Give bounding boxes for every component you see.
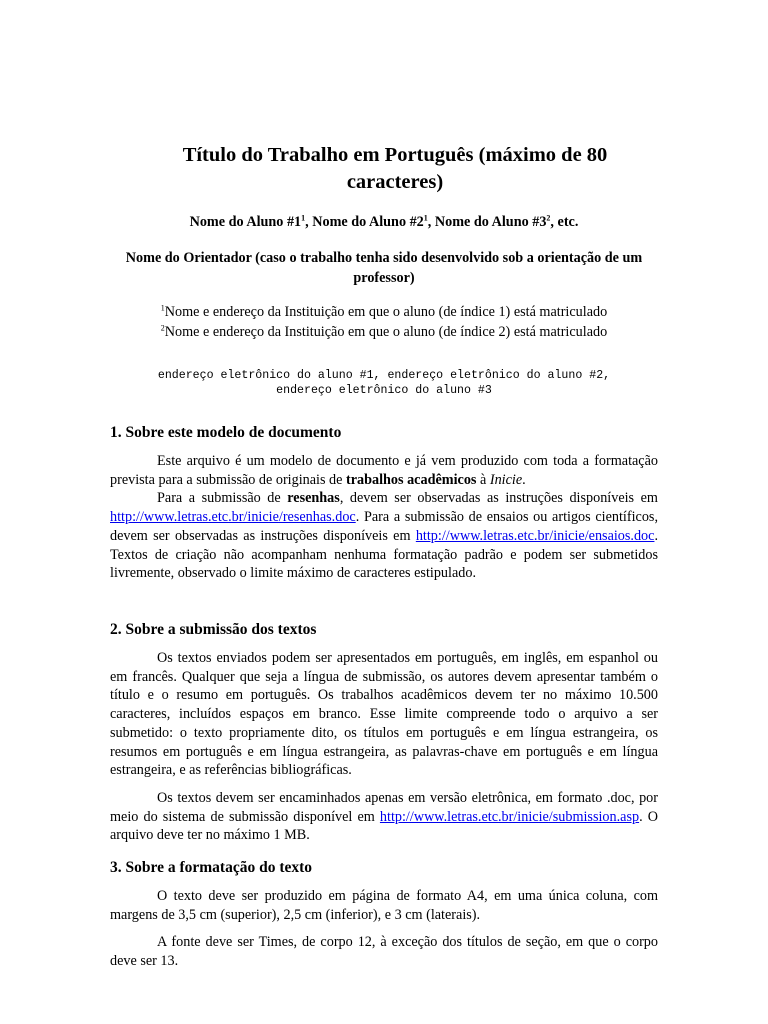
author-list bbox=[110, 212, 658, 232]
text-run: à bbox=[476, 471, 490, 488]
bold-term: resenhas bbox=[287, 490, 340, 507]
section-1 bbox=[110, 423, 658, 583]
author-2-index: 1 bbox=[423, 213, 428, 223]
text-run: Para a submissão de bbox=[157, 490, 288, 507]
section-3-paragraph-2: A fonte deve ser Times, de corpo 12, à exceção dos títulos de seção, em que o corpo deve ser 13. bbox=[110, 934, 658, 970]
journal-name: Inicie bbox=[489, 471, 523, 488]
author-1: Nome do Aluno #1 bbox=[189, 214, 302, 230]
text-run: , devem ser observadas as instruções disponíveis em bbox=[339, 490, 658, 507]
author-3: , Nome do Aluno #3 bbox=[427, 214, 547, 230]
affiliation-1 bbox=[110, 302, 658, 322]
reviews-link[interactable]: http://www.letras.etc.br/inicie/resenhas.doc bbox=[110, 509, 356, 526]
text-run: . Textos de criação não acompanham nenhuma formatação padrão e podem ser submetidos livremente, observado o limite máximo de caracteres estipulado. bbox=[110, 527, 658, 582]
section-1-paragraph-2 bbox=[110, 489, 658, 583]
section-2-heading: 2. Sobre a submissão dos textos bbox=[110, 621, 317, 638]
section-2-paragraph-2 bbox=[110, 789, 658, 845]
author-1-index: 1 bbox=[301, 213, 306, 223]
section-2 bbox=[110, 620, 658, 845]
author-tail: , etc. bbox=[550, 214, 579, 230]
author-3-index: 2 bbox=[546, 213, 551, 223]
advisor-line: Nome do Orientador (caso o trabalho tenha sido desenvolvido sob a orientação de um professor) bbox=[125, 250, 643, 286]
text-run: Os textos devem ser encaminhados apenas em versão eletrônica, em formato .doc, por meio do sistema de submissão disponível em bbox=[110, 789, 658, 825]
submission-link[interactable]: http://www.letras.etc.br/inicie/submission.asp bbox=[379, 808, 640, 825]
text-run: Este arquivo é um modelo de documento e já vem produzido com toda a formatação prevista para a submissão de originais de bbox=[110, 453, 658, 488]
affiliation-2-index: 2 bbox=[160, 323, 165, 333]
essays-link[interactable]: http://www.letras.etc.br/inicie/ensaios.doc bbox=[415, 527, 655, 544]
section-3-heading: 3. Sobre a formatação do texto bbox=[110, 859, 313, 876]
author-2: , Nome do Aluno #2 bbox=[305, 214, 424, 230]
section-3 bbox=[110, 858, 658, 971]
section-3-paragraph-1: O texto deve ser produzido em página de formato A4, em uma única coluna, com margens de 3,5 cm (superior), 2,5 cm (inferior), e 3 cm (laterais). bbox=[110, 888, 658, 923]
affiliation-list bbox=[110, 302, 658, 342]
affiliation-1-index: 1 bbox=[160, 303, 165, 313]
section-1-heading: 1. Sobre este modelo de documento bbox=[110, 424, 342, 441]
bold-term: trabalhos acadêmicos bbox=[346, 471, 477, 488]
text-run: . bbox=[522, 471, 526, 488]
affiliation-2-text: Nome e endereço da Instituição em que o aluno (de índice 2) está matriculado bbox=[164, 324, 608, 340]
affiliation-2 bbox=[110, 322, 658, 342]
section-1-paragraph-1 bbox=[110, 452, 658, 489]
text-run: . Para a submissão de ensaios ou artigos científicos, devem ser observadas as instruções disponíveis em bbox=[110, 509, 658, 544]
section-2-paragraph-1: Os textos enviados podem ser apresentados em português, em inglês, em espanhol ou em francês. Qualquer que seja a língua de submissão, os autores devem apresentar também o título e o resumo em português. Os trabalhos acadêmicos devem ter no máximo 10.500 caracteres, incluídos espaços em branco. Esse limite compreende todo o arquivo a ser submetido: o texto propriamente dito, os títulos em português e em língua estrangeira, os resumos em português e em língua estrangeira, as palavras-chave em português e em língua estrangeira, e as referências bibliográficas. bbox=[110, 650, 658, 779]
text-run: . O arquivo deve ter no máximo 1 MB. bbox=[110, 808, 658, 844]
email-block bbox=[110, 368, 658, 398]
email-line-1: endereço eletrônico do aluno #1, endereço eletrônico do aluno #2, bbox=[157, 369, 611, 382]
email-line-2: endereço eletrônico do aluno #3 bbox=[276, 384, 492, 397]
affiliation-1-text: Nome e endereço da Instituição em que o aluno (de índice 1) está matriculado bbox=[164, 304, 608, 320]
paper-title: Título do Trabalho em Português (máximo de 80 caracteres) bbox=[182, 144, 608, 193]
